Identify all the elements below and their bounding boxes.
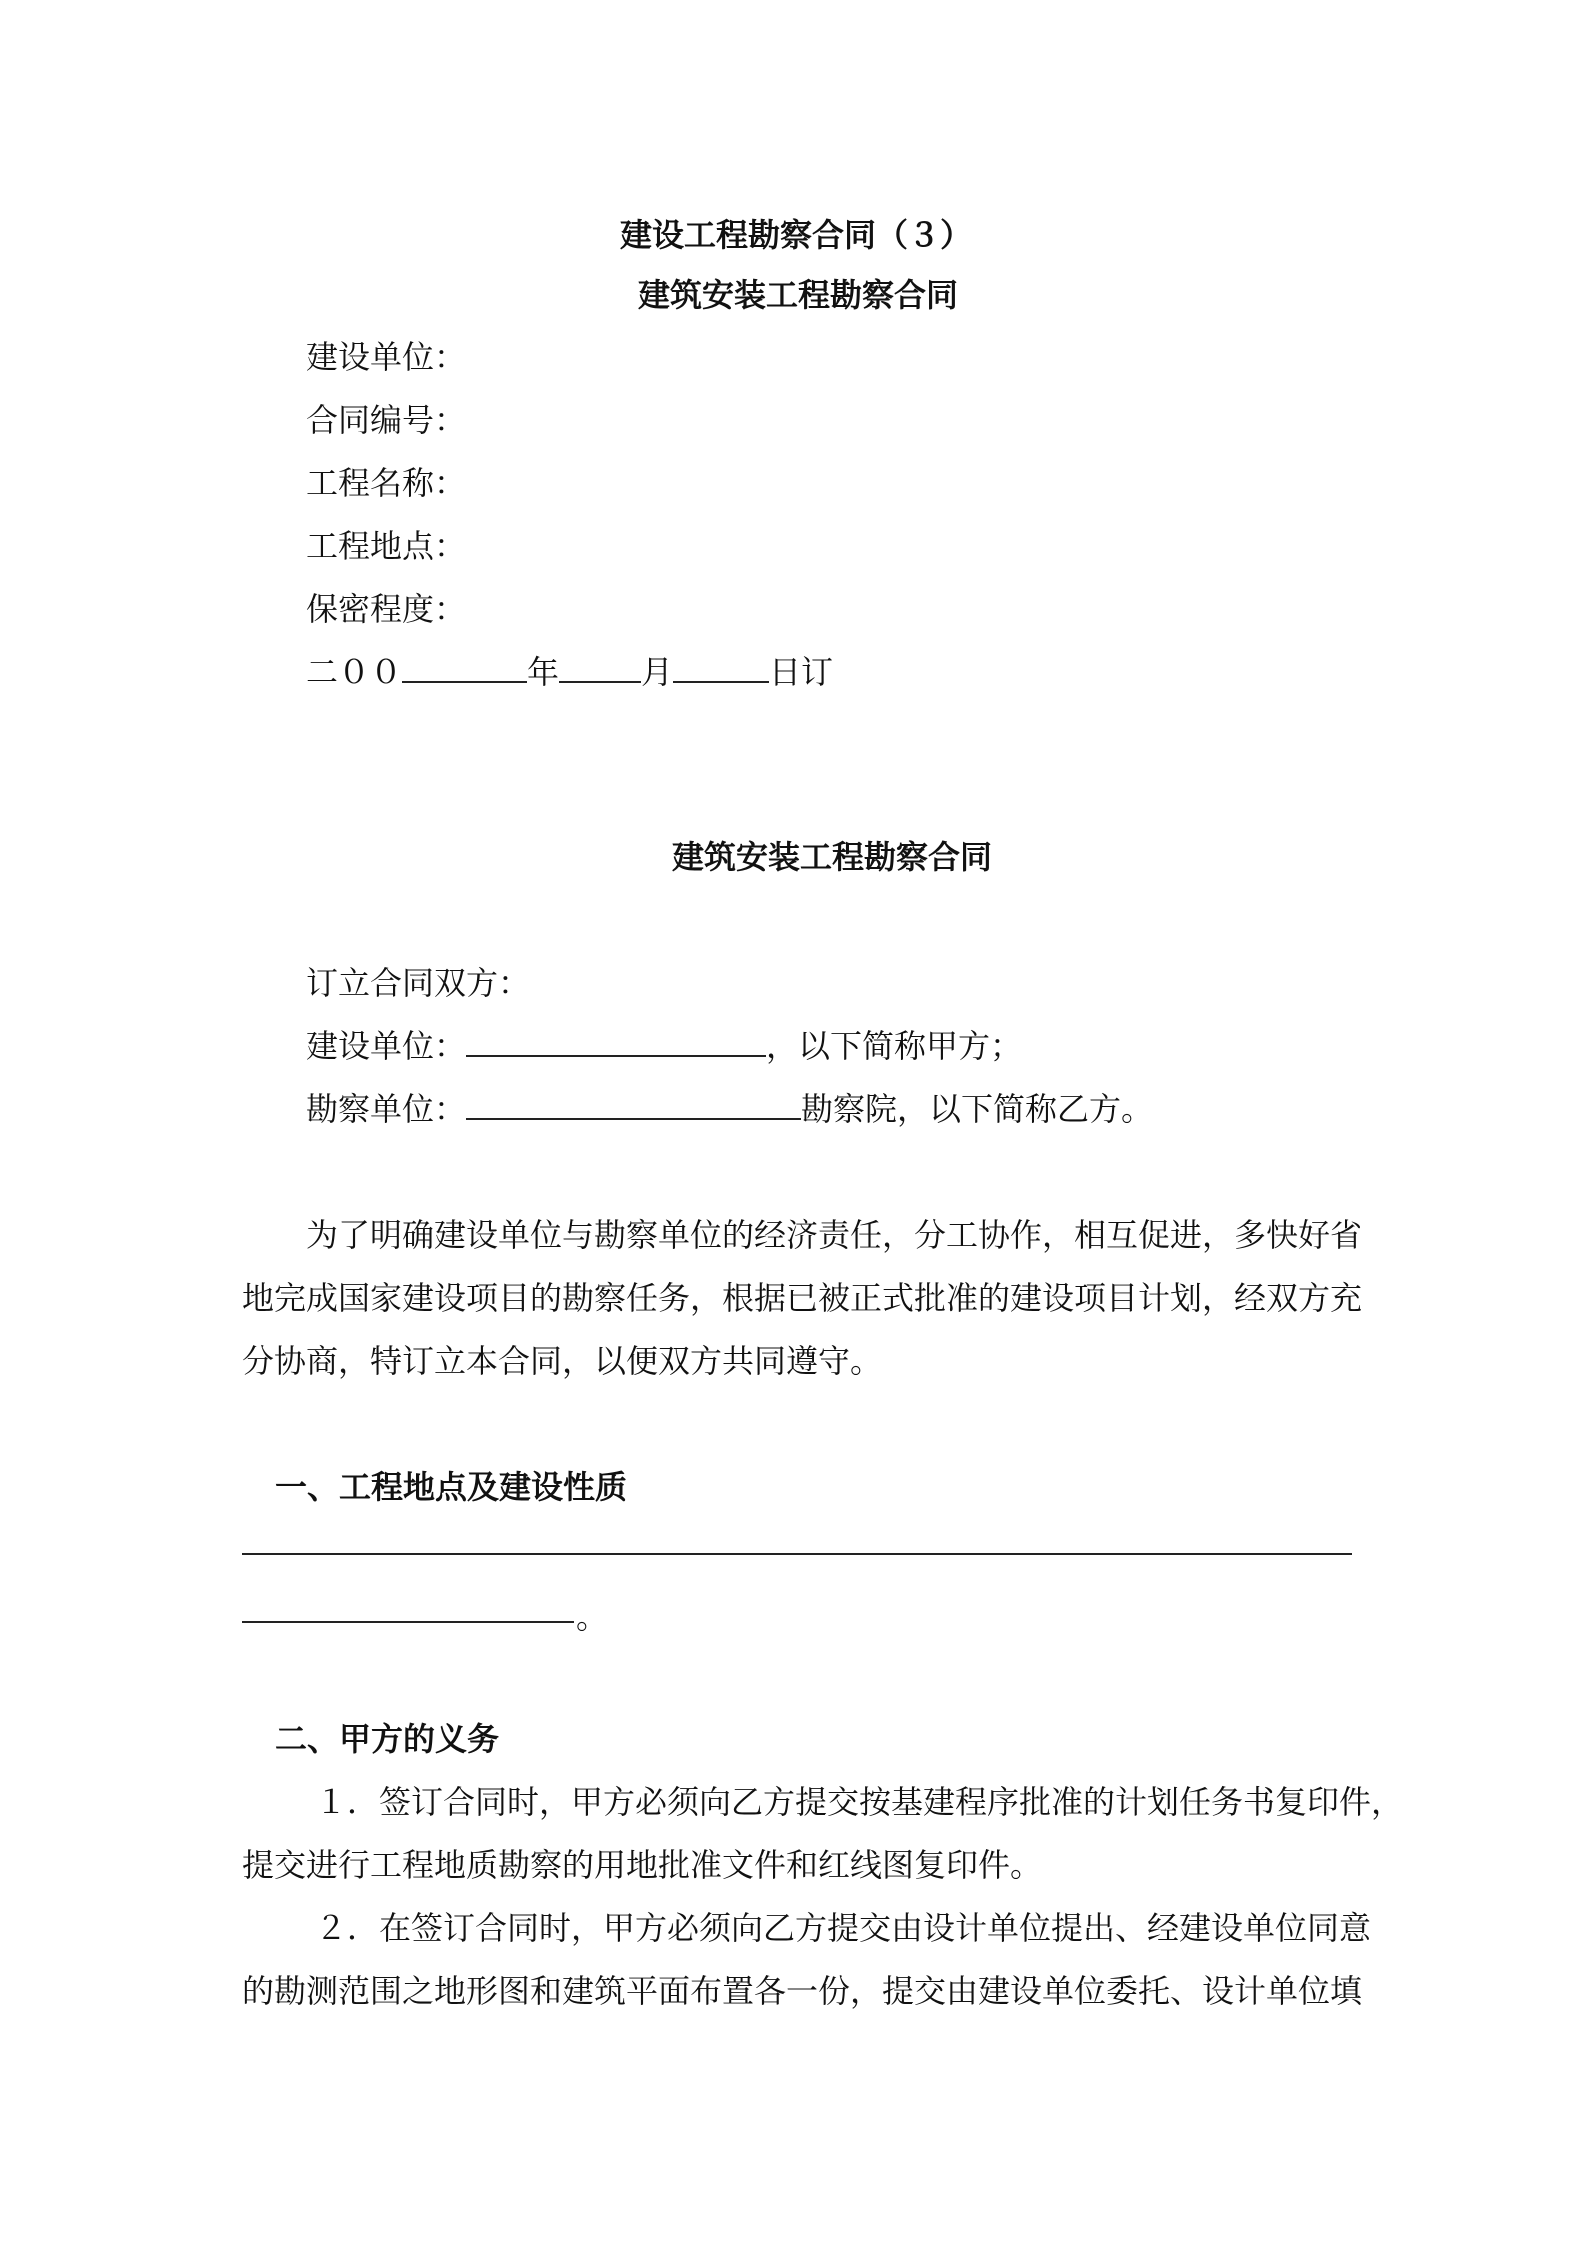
body-title: 建筑安装工程勘察合同 xyxy=(672,838,993,876)
party-a-suffix: ，以下简称甲方； xyxy=(766,1027,1023,1065)
section-1-blank-line-2[interactable] xyxy=(242,1621,574,1623)
cover-field-construction-unit: 建设单位： xyxy=(306,338,467,376)
cover-field-contract-number: 合同编号： xyxy=(306,401,467,439)
section-2-item-1-line-1: １．签订合同时，甲方必须向乙方提交按基建程序批准的计划任务书复印件， xyxy=(315,1783,1404,1821)
party-a-label: 建设单位： xyxy=(306,1027,467,1065)
cover-field-confidentiality: 保密程度： xyxy=(306,590,467,628)
date-day-label: 日订 xyxy=(769,653,834,691)
date-prefix: 二００ xyxy=(306,653,403,691)
party-b-line xyxy=(306,1084,1153,1130)
document-title: 建设工程勘察合同（３） xyxy=(620,216,973,254)
document-subtitle: 建筑安装工程勘察合同 xyxy=(638,276,959,314)
cover-field-project-name: 工程名称： xyxy=(306,464,467,502)
section-2-item-2-line-1: ２．在签订合同时，甲方必须向乙方提交由设计单位提出、经建设单位同意 xyxy=(315,1909,1372,1947)
intro-line-1: 为了明确建设单位与勘察单位的经济责任，分工协作，相互促进，多快好省 xyxy=(306,1216,1363,1254)
parties-label: 订立合同双方： xyxy=(306,964,531,1002)
party-a-blank[interactable] xyxy=(466,1025,766,1057)
intro-line-3: 分协商，特订立本合同，以便双方共同遵守。 xyxy=(242,1342,883,1380)
section-1-blank-line-1[interactable] xyxy=(242,1553,1352,1555)
party-b-label: 勘察单位： xyxy=(306,1090,467,1128)
date-month-label: 月 xyxy=(641,653,674,691)
section-2-item-1-line-2: 提交进行工程地质勘察的用地批准文件和红线图复印件。 xyxy=(242,1846,1043,1884)
party-b-blank[interactable] xyxy=(466,1088,801,1120)
day-blank[interactable] xyxy=(673,651,769,683)
section-2-item-2-line-2: 的勘测范围之地形图和建筑平面布置各一份，提交由建设单位委托、设计单位填 xyxy=(242,1972,1363,2010)
party-a-line xyxy=(306,1021,1022,1067)
section-2-heading: 二、甲方的义务 xyxy=(275,1720,500,1758)
section-1-heading: 一、工程地点及建设性质 xyxy=(275,1468,628,1506)
section-1-end-mark: 。 xyxy=(576,1598,609,1636)
year-blank[interactable] xyxy=(402,651,527,683)
date-year-label: 年 xyxy=(527,653,560,691)
party-b-suffix: 勘察院，以下简称乙方。 xyxy=(801,1090,1154,1128)
intro-line-2: 地完成国家建设项目的勘察任务，根据已被正式批准的建设项目计划，经双方充 xyxy=(242,1279,1363,1317)
cover-field-project-location: 工程地点： xyxy=(306,527,467,565)
month-blank[interactable] xyxy=(559,651,641,683)
date-line xyxy=(306,647,833,693)
